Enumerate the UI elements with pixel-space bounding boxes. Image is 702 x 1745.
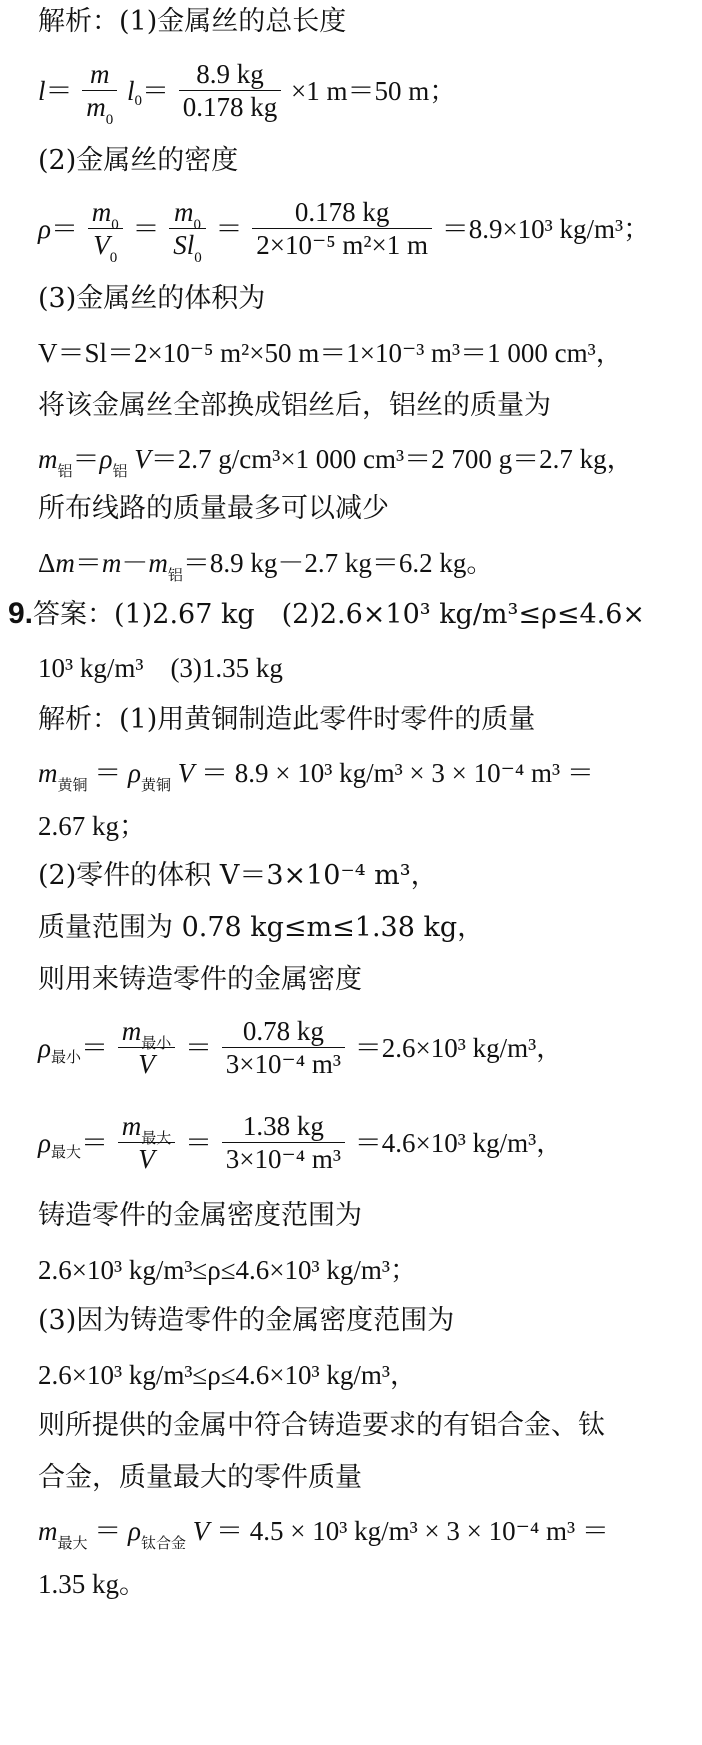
density-formula: ρ＝ $\frac{m_0}{V_0}$ ＝ $\frac{m_0}{Sl_0}$ ＝ $\frac{0.178 kg}{\text{2×10⁻⁵ m²×1 m}}$ ＝8.9×10³ kg/m³； bbox=[38, 197, 651, 267]
solution-line: 铸造零件的金属密度范围为 bbox=[38, 1200, 362, 1231]
fraction-numerator: 0.78 kg bbox=[222, 1015, 345, 1048]
solution-line: 解析：(1)用黄铜制造此零件时零件的质量 bbox=[38, 704, 536, 735]
answer-line: 10³ kg/m³ (3)1.35 kg bbox=[38, 653, 283, 683]
solution-line: 质量范围为 0.78 kg≤m≤1.38 kg， bbox=[38, 912, 485, 943]
fraction-denominator: 3×10⁻⁴ m³ bbox=[225, 1049, 341, 1079]
formula-result: ×1 m＝50 m； bbox=[291, 75, 457, 106]
formula-result: ＝2.6×10³ kg/m³， bbox=[354, 1032, 564, 1063]
solution-line: 1.35 kg。 bbox=[38, 1569, 146, 1599]
solution-line: 则所提供的金属中符合铸造要求的有铝合金、钛 bbox=[38, 1410, 605, 1441]
solution-line: (2)金属丝的密度 bbox=[38, 145, 239, 176]
formula-result: ＝8.9×10³ kg/m³； bbox=[441, 213, 651, 244]
min-density-formula: $\rho_{最小}=$ $\frac{m_{最小}}{V}$ ＝ $\frac{0.78 kg}{\text{3×10⁻⁴ m³}}$ ＝2.6×10³ kg/m³， bbox=[38, 1016, 564, 1079]
length-formula: l＝ $\frac{m}{m_0}$ $l_0=$ $\frac{8.9 kg}{0.178 kg}$ ×1 m＝50 m； bbox=[38, 59, 457, 129]
formula-result: ＝ 8.9 × 10³ kg/m³ × 3 × 10⁻⁴ m³ ＝ bbox=[201, 758, 594, 788]
max-mass-formula: $m_{最大} = \rho_{钛合金}$ V ＝ 4.5 × 10³ kg/m³ × 3 × 10⁻⁴ m³ ＝ bbox=[38, 1516, 609, 1553]
question-9-answer bbox=[8, 598, 645, 631]
solution-line: (3)金属丝的体积为 bbox=[38, 283, 266, 314]
solution-line: 合金，质量最大的零件质量 bbox=[38, 1462, 362, 1493]
solution-line: (2)零件的体积 V＝3×10⁻⁴ m³， bbox=[38, 860, 438, 891]
question-number: 9. bbox=[8, 597, 34, 630]
brass-mass-formula: $m_{黄铜} = \rho_{黄铜}$ V ＝ 8.9 × 10³ kg/m³ × 3 × 10⁻⁴ m³ ＝ bbox=[38, 758, 594, 795]
formula-result: ＝ 4.5 × 10³ kg/m³ × 3 × 10⁻⁴ m³ ＝ bbox=[216, 1516, 609, 1546]
fraction-numerator: 0.178 kg bbox=[252, 196, 432, 229]
max-density-formula: $\rho_{最大}=$ $\frac{m_{最大}}{V}$ ＝ $\frac{1.38 kg}{\text{3×10⁻⁴ m³}}$ ＝4.6×10³ kg/m³， bbox=[38, 1111, 564, 1174]
density-range-line: 2.6×10³ kg/m³≤ρ≤4.6×10³ kg/m³， bbox=[38, 1360, 417, 1390]
solution-line: 则用来铸造零件的金属密度 bbox=[38, 964, 362, 995]
solution-line: 解析：(1)金属丝的总长度 bbox=[38, 6, 347, 37]
formula-result: ＝4.6×10³ kg/m³， bbox=[354, 1127, 564, 1158]
solution-line: 将该金属丝全部换成铝丝后，铝丝的质量为 bbox=[38, 390, 551, 421]
formula-result: ＝2.7 g/cm³×1 000 cm³＝2 700 g＝2.7 kg， bbox=[150, 444, 634, 474]
solution-line: (3)因为铸造零件的金属密度范围为 bbox=[38, 1305, 455, 1336]
fraction-denominator: 3×10⁻⁴ m³ bbox=[225, 1144, 341, 1174]
formula-result: ＝8.9 kg－2.7 kg＝6.2 kg。 bbox=[182, 548, 494, 578]
fraction-numerator: 8.9 kg bbox=[179, 58, 282, 91]
solution-line: 所布线路的质量最多可以减少 bbox=[38, 493, 389, 524]
fraction-numerator: 1.38 kg bbox=[222, 1110, 345, 1143]
fraction-denominator: 0.178 kg bbox=[182, 92, 278, 122]
solution-line: 2.67 kg； bbox=[38, 811, 146, 841]
volume-formula: V＝Sl＝2×10⁻⁵ m²×50 m＝1×10⁻³ m³＝1 000 cm³， bbox=[38, 338, 623, 368]
mass-reduction-formula: $\Delta m=m-m_铝=8.9$ kg－2.7 kg＝6.2 kg。 bbox=[38, 548, 494, 585]
answer-text: 答案：(1)2.67 kg (2)2.6×10³ kg/m³≤ρ≤4.6× bbox=[33, 599, 646, 630]
aluminum-mass-formula: $m_铝=\rho_铝$ V＝2.7 g/cm³×1 000 cm³＝2 700 g＝2.7 kg， bbox=[38, 444, 634, 481]
density-range-line: 2.6×10³ kg/m³≤ρ≤4.6×10³ kg/m³； bbox=[38, 1255, 417, 1285]
fraction-denominator: 2×10⁻⁵ m²×1 m bbox=[256, 230, 428, 260]
